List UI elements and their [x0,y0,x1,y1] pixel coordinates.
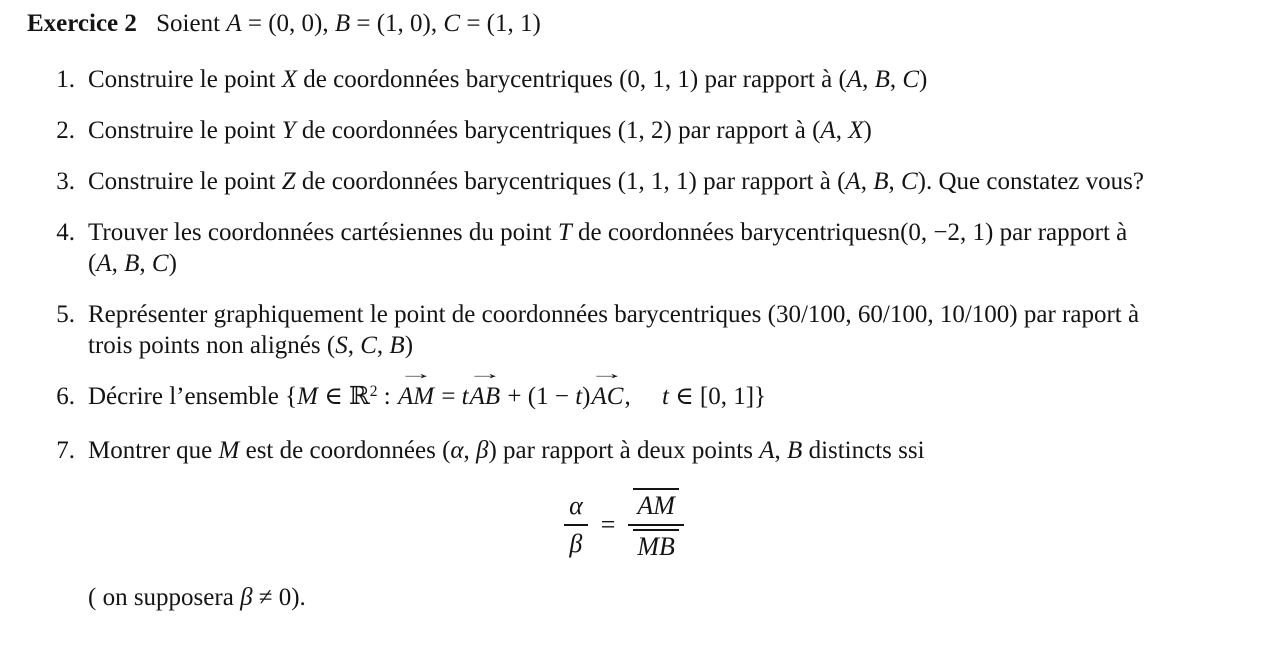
math-var: A [845,168,861,195]
math-var: M [218,437,240,464]
text-run: Construire le point [88,66,282,93]
text-run: , [347,332,361,359]
exercise-item [27,363,1243,415]
math-var: X [848,117,864,144]
text-run: Construire le point [88,117,282,144]
text-run: ) par rapport à deux points [488,437,760,464]
math-var: A [226,10,242,37]
exercise-item [27,217,1243,279]
text-run: = (0, 0), [241,10,335,37]
math-var: Y [281,117,296,144]
exercise-item [27,435,1243,466]
item-text [88,363,767,415]
math-var: B [389,332,405,359]
vector-letters: AM [397,383,435,410]
text-run: ) [404,332,414,359]
vector-letters: AB [469,383,501,410]
signed-measure-MB: MB [633,529,679,562]
ratio-equation [564,488,684,562]
text-run: ( [88,250,97,277]
text-run: ∈ ℝ [317,383,370,410]
text-run: : [377,383,397,410]
math-var: B [334,10,351,37]
rhs-fraction [628,488,684,562]
item-text [88,435,925,466]
superscript: 2 [369,383,378,401]
text-run: , [111,250,125,277]
math-var: T [557,219,572,246]
text-run: de coordonnées barycentriques (1, 1, 1) par rapport à ( [295,168,846,195]
text-run: , [376,332,390,359]
text-run: ) [168,250,177,277]
equals-sign: = [600,509,616,539]
text-run: de coordonnées barycentriques (1, 2) par rapport à ( [295,117,821,144]
item-text [88,166,1144,197]
math-var: t [461,383,469,410]
vector-arrow-icon: → [467,363,503,383]
text-run: = (1, 0), [350,10,444,37]
math-var: α [450,437,464,464]
text-run: , [139,250,152,277]
vector-letters: AC [591,383,624,410]
exercise-items-list [27,64,1243,466]
item-number: 6. [56,383,75,410]
text-run: , [774,437,788,464]
text-run: ( on supposera [88,583,241,611]
math-var: C [443,10,461,37]
text-run: + (1 − [501,383,576,410]
vector-notation [589,363,626,412]
item-number: 1. [56,66,75,93]
math-var: A [846,66,863,93]
text-run: Décrire l’ensemble { [88,383,298,410]
math-var: A [96,250,112,277]
text-run: Représenter graphiquement le point de coordonnées barycentriques (30/100, 60/100, 10/100) par raport à [88,301,1140,328]
math-var: B [874,66,890,93]
item-number: 3. [56,168,75,195]
vector-notation [397,363,435,412]
text-run: de coordonnées barycentriquesn(0, −2, 1) par rapport à [571,219,1128,246]
vector-arrow-icon: → [589,363,626,383]
item-text [88,115,872,146]
text-run: ) [582,383,591,410]
vector-notation [467,363,503,412]
item-number: 5. [56,301,75,328]
math-var: t [575,383,583,410]
exercise-item [27,115,1243,146]
closing-note [88,582,1243,613]
title-statement [156,10,541,37]
text-run: , [889,66,903,93]
exercise-item [27,299,1243,361]
item-text [88,299,1139,361]
item-number: 4. [56,219,75,246]
math-var: C [900,168,918,195]
item-text [88,217,1127,279]
math-var: X [281,66,298,93]
item-number: 2. [56,117,75,144]
text-run: , [860,168,874,195]
text-run: ) [863,117,872,144]
beta-denominator: β [564,524,588,559]
text-run: , [888,168,901,195]
signed-measure-AM: AM [633,488,679,521]
text-run: Trouver les coordonnées cartésiennes du point [88,219,558,246]
text-run: de coordonnées barycentriques (0, 1, 1) par rapport à ( [297,66,847,93]
math-var: B [787,437,803,464]
text-run: ∈ [0, 1]} [668,383,767,410]
text-run: Montrer que [88,437,219,464]
item-text [88,64,927,95]
text-run: distincts ssi [802,437,925,464]
math-var: C [151,250,169,277]
text-run: trois points non alignés ( [88,332,336,359]
alpha-numerator: α [569,491,583,520]
exercise-title [27,8,1243,39]
exercise-item [27,64,1243,95]
math-var: β [476,437,489,464]
text-run: Soient [156,10,227,37]
formula-block [88,488,1160,562]
item-number: 7. [56,437,75,464]
math-var: A [820,117,836,144]
text-run: = [435,383,462,410]
text-run: , [624,383,631,410]
text-run: ). Que constatez vous? [917,168,1144,195]
lhs-fraction [564,491,588,559]
math-var: S [335,332,348,359]
math-var: M [297,383,318,410]
math-var: Z [281,168,296,195]
text-run: Construire le point [88,168,282,195]
math-var: β [240,583,253,611]
math-var: t [661,383,669,410]
text-run: est de coordonnées ( [239,437,451,464]
math-var: B [124,250,140,277]
math-var: C [360,332,377,359]
math-var: B [873,168,889,195]
text-run: , [862,66,875,93]
text-run: ) [919,66,928,93]
rhs-denominator [628,524,684,562]
vector-arrow-icon: → [398,363,434,383]
math-var: A [759,437,775,464]
exercise-item [27,166,1243,197]
text-run: , [463,437,477,464]
text-run: , [835,117,849,144]
text-run: = (1, 1) [460,10,541,37]
rhs-numerator [628,488,684,524]
math-var: C [902,66,920,93]
exercise-number-label: Exercice 2 [27,10,137,37]
text-run: ≠ 0). [252,583,306,611]
